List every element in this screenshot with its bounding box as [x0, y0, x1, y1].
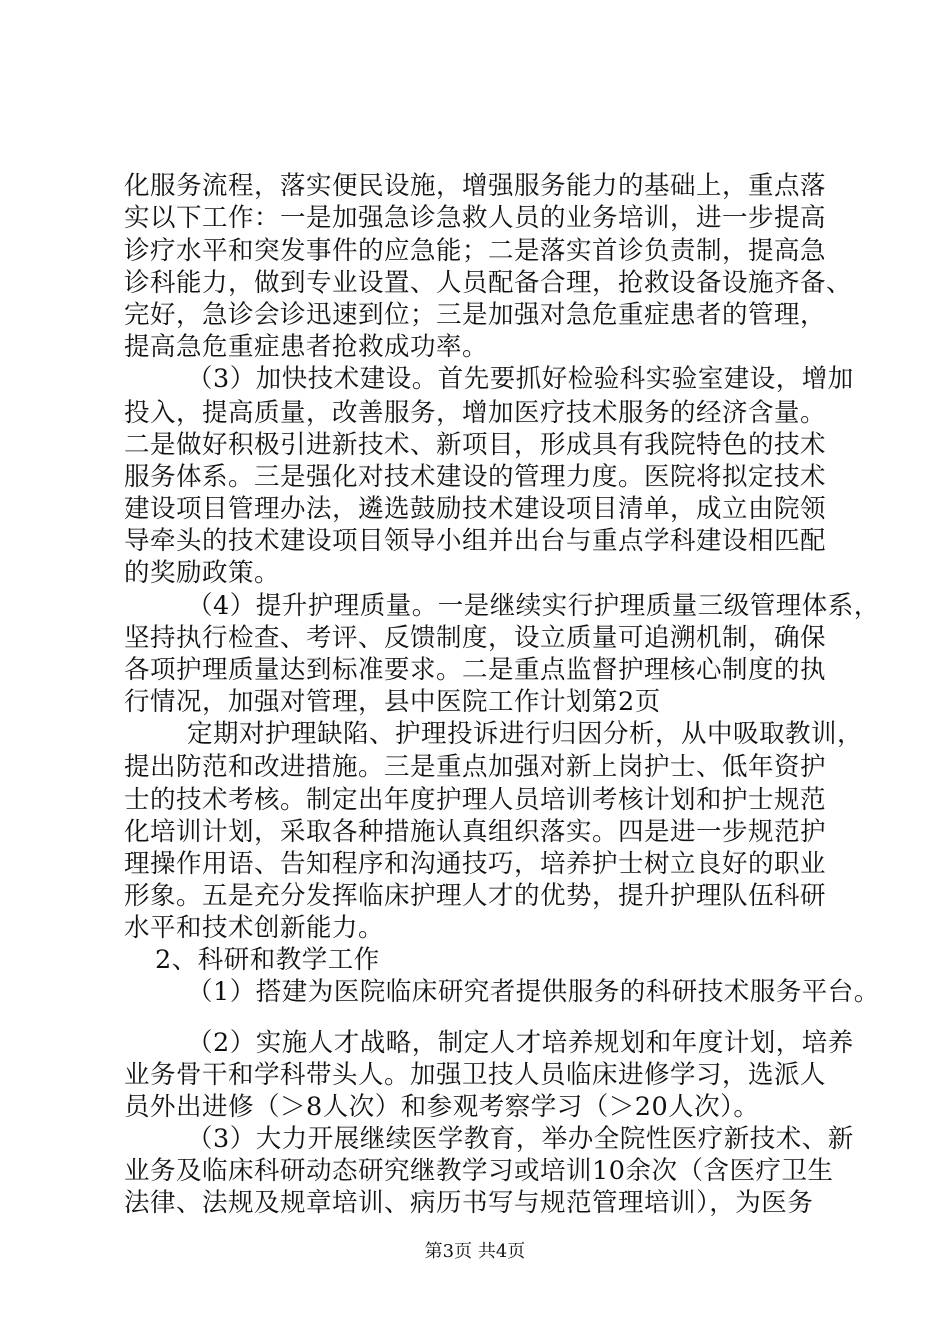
paragraph-line: （2）实施人才战略，制定人才培养规划和年度计划，培养 — [187, 1028, 854, 1058]
paragraph-line: 建设项目管理办法，遴选鼓励技术建设项目清单，成立由院领 — [124, 494, 827, 524]
paragraph-line: 二是做好积极引进新技术、新项目，形成具有我院特色的技术 — [124, 430, 827, 460]
paragraph-line: 业务骨干和学科带头人。加强卫技人员临床进修学习，选派人 — [124, 1060, 827, 1090]
paragraph-line: （3）大力开展继续医学教育，举办全院性医疗新技术、新 — [187, 1124, 854, 1154]
paragraph-line: 诊疗水平和突发事件的应急能；二是落实首诊负责制，提高急 — [124, 236, 827, 266]
paragraph-line: 服务体系。三是强化对技术建设的管理力度。医院将拟定技术 — [124, 462, 827, 492]
section-heading: 2、科研和教学工作 — [155, 945, 380, 975]
paragraph-line: 化服务流程，落实便民设施，增强服务能力的基础上，重点落 — [124, 171, 827, 201]
paragraph-line: 实以下工作：一是加强急诊急救人员的业务培训，进一步提高 — [124, 203, 827, 233]
paragraph-line: 定期对护理缺陷、护理投诉进行归因分析，从中吸取教训， — [187, 719, 864, 749]
paragraph-line: 诊科能力，做到专业设置、人员配备合理，抢救设备设施齐备、 — [124, 268, 853, 298]
page-footer: 第3页 共4页 — [424, 1241, 526, 1262]
paragraph-line: 法律、法规及规章培训、病历书写与规范管理培训），为医务 — [124, 1188, 814, 1218]
paragraph-line: 士的技术考核。制定出年度护理人员培训考核计划和护士规范 — [124, 785, 827, 815]
paragraph-line: 提高急危重症患者抢救成功率。 — [124, 332, 489, 362]
paragraph-line: 投入，提高质量，改善服务，增加医疗技术服务的经济含量。 — [124, 398, 827, 428]
paragraph-line: （4）提升护理质量。一是继续实行护理质量三级管理体系， — [187, 591, 880, 621]
paragraph-line: （1）搭建为医院临床研究者提供服务的科研技术服务平台。 — [187, 977, 880, 1007]
paragraph-line: 导牵头的技术建设项目领导小组并出台与重点学科建设相匹配 — [124, 526, 827, 556]
paragraph-line: 形象。五是充分发挥临床护理人才的优势，提升护理队伍科研 — [124, 881, 827, 911]
paragraph-line: 水平和技术创新能力。 — [124, 913, 385, 943]
paragraph-line: 行情况，加强对管理，县中医院工作计划第2页 — [124, 687, 661, 717]
paragraph-line: 完好，急诊会诊迅速到位；三是加强对急危重症患者的管理， — [124, 300, 827, 330]
paragraph-line: 理操作用语、告知程序和沟通技巧，培养护士树立良好的职业 — [124, 849, 827, 879]
paragraph-line: 的奖励政策。 — [124, 558, 281, 588]
paragraph-line: 化培训计划，采取各种措施认真组织落实。四是进一步规范护 — [124, 817, 827, 847]
paragraph-line: 业务及临床科研动态研究继教学习或培训10余次（含医疗卫生 — [124, 1156, 834, 1186]
paragraph-line: 员外出进修（＞8人次）和参观考察学习（＞20人次）。 — [124, 1092, 760, 1122]
paragraph-line: 各项护理质量达到标准要求。二是重点监督护理核心制度的执 — [124, 655, 827, 685]
paragraph-line: （3）加快技术建设。首先要抓好检验科实验室建设，增加 — [187, 364, 854, 394]
paragraph-line: 坚持执行检查、考评、反馈制度，设立质量可追溯机制，确保 — [124, 623, 827, 653]
paragraph-line: 提出防范和改进措施。三是重点加强对新上岗护士、低年资护 — [124, 752, 827, 782]
